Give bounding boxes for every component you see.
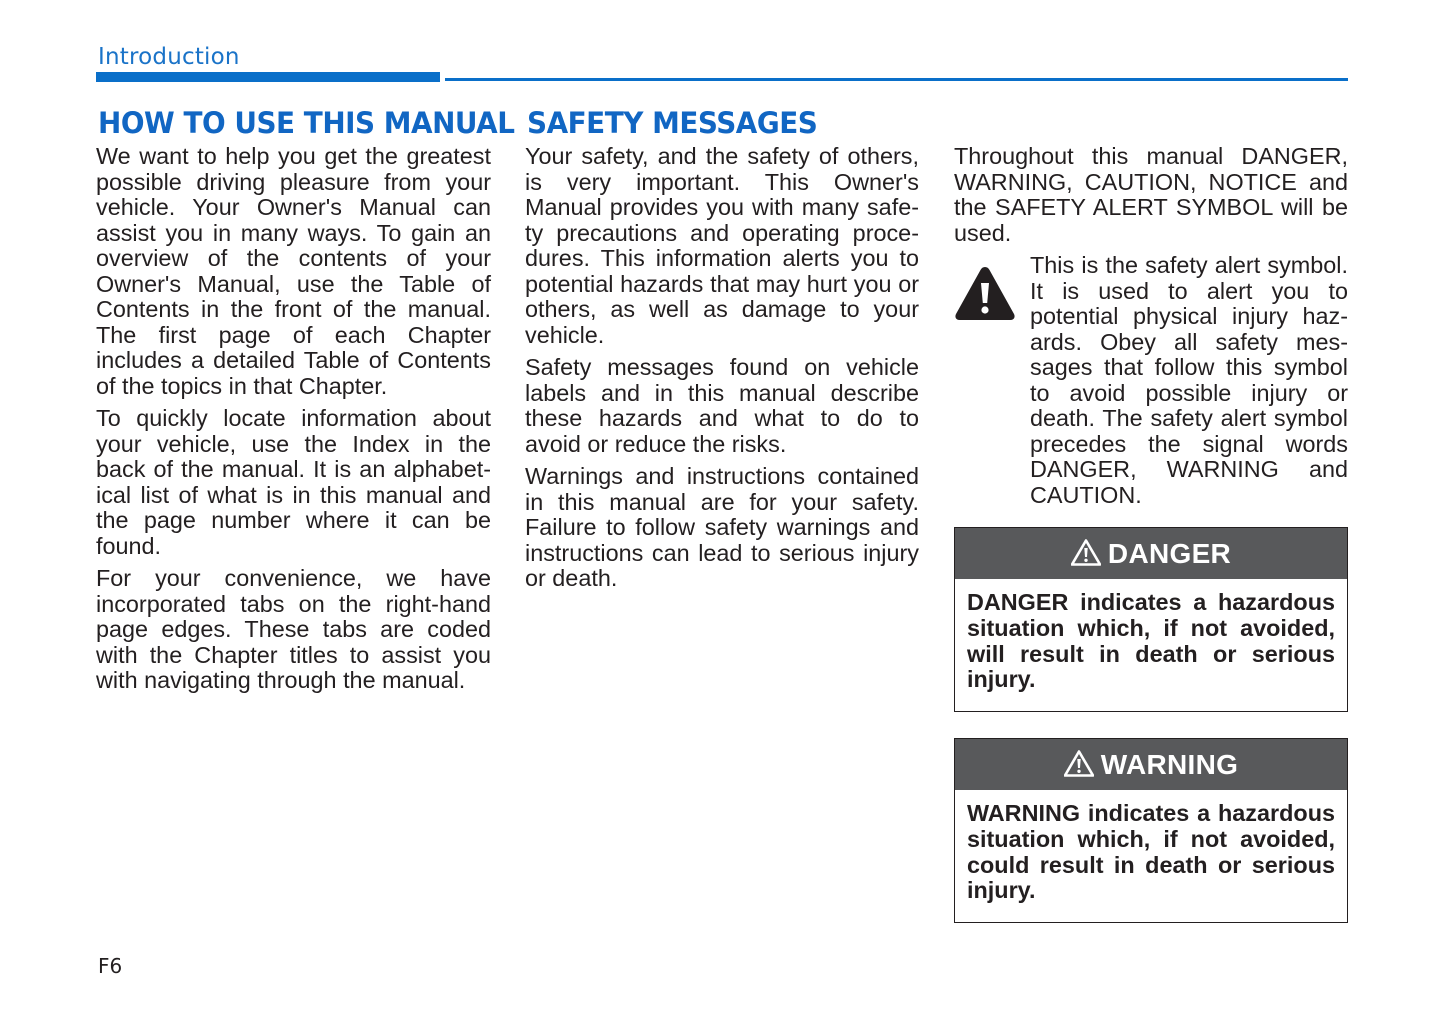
warning-notice-box xyxy=(954,738,1348,923)
how-to-use-section xyxy=(96,104,515,701)
paragraph: We want to help you get the greatest possible driving pleasure from your vehicle. Your Owner's Manual can assist you in many ways. To gain an overview of the contents of your Owner's Manual, use the Table of Contents in the front of the manual. The first page of each Chapter includes a detailed Table of Contents of the topics in that Chapter. xyxy=(96,143,491,399)
warning-triangle-icon xyxy=(954,265,1016,321)
alert-symbol-description: This is the safety alert symbol. It is used to alert you to potential physical injury hazards. Obey all safety messages that follow this symbol to avoid possible injury or death. The safety alert symbol precedes the signal words DANGER, WARNING and CAUTION. xyxy=(1030,252,1348,508)
safety-alert-symbol-block xyxy=(954,253,1348,511)
safety-intro-paragraph: Throughout this manual DANGER, WARNING, CAUTION, NOTICE and the SAFETY ALERT SYMBOL will be used. xyxy=(954,143,1348,246)
paragraph: Warnings and instructions contained in this manual are for your safety. Failure to follow safety warnings and instructions can lead to serious injury or death. xyxy=(525,463,919,591)
paragraph: For your convenience, we have incorporated tabs on the right-hand page edges. These tabs are coded with the Chapter titles to assist you with navigating through the manual. xyxy=(96,565,491,693)
warning-heading: WARNING xyxy=(1100,748,1239,780)
warning-triangle-icon xyxy=(1064,750,1094,777)
header-bar-thick xyxy=(96,72,440,82)
danger-heading: DANGER xyxy=(1107,537,1232,569)
danger-header xyxy=(955,528,1347,579)
paragraph: Your safety, and the safety of others, is very important. This Owner's Manual provides you with many safety precautions and operating procedures. This information alerts you to potential hazards that may hurt you or others, as well as damage to your vehicle. xyxy=(525,143,919,348)
warning-triangle-icon xyxy=(1071,539,1101,566)
danger-text: DANGER indicates a hazardous situation which, if not avoided, will result in death or serious injury. xyxy=(967,589,1335,693)
safety-messages-section xyxy=(525,104,919,599)
warning-text: WARNING indicates a hazardous situation which, if not avoided, could result in death or serious injury. xyxy=(967,800,1335,904)
chapter-label: Introduction xyxy=(98,44,240,70)
page-number: F6 xyxy=(98,954,123,978)
danger-notice-box xyxy=(954,527,1348,712)
header-rule xyxy=(445,78,1348,81)
section-title-safety-messages: SAFETY MESSAGES xyxy=(527,106,818,140)
paragraph: Safety messages found on vehicle labels and in this manual describe these hazards and what to do to avoid or reduce the risks. xyxy=(525,354,919,457)
warning-header xyxy=(955,739,1347,790)
safety-messages-continued xyxy=(954,144,1348,511)
section-title-how-to-use: HOW TO USE THIS MANUAL xyxy=(98,106,515,140)
paragraph: To quickly locate information about your vehicle, use the Index in the back of the manual. It is an alphabetical list of what is in this manual and the page number where it can be found. xyxy=(96,405,491,559)
